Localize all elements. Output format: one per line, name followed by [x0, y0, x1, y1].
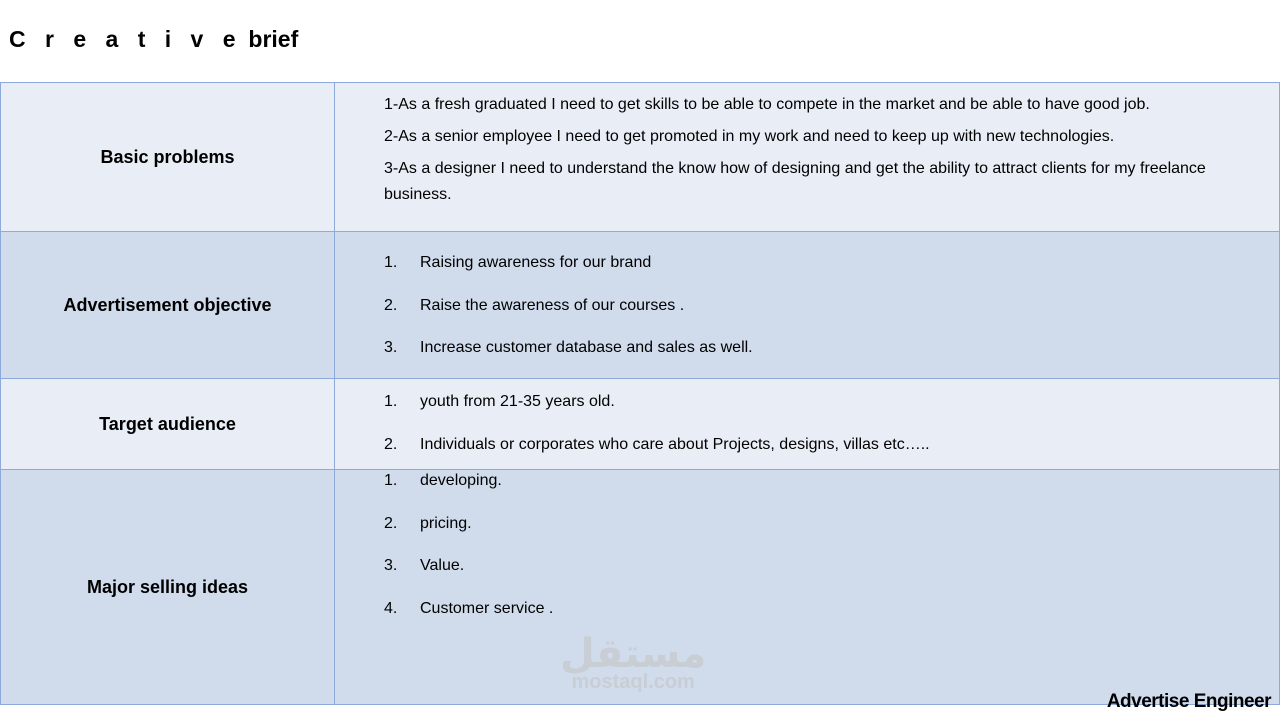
row-content-cell: [335, 379, 1280, 470]
problem-paragraph: 2-As a senior employee I need to get promoted in my work and need to keep up with new technologies.: [384, 128, 1115, 145]
row-label-cell: [1, 232, 335, 379]
row-label-cell: [1, 470, 335, 705]
watermark-latin: mostaql.com: [571, 671, 695, 693]
list-item-number: 2.: [384, 515, 398, 532]
row-label: Advertisement objective: [63, 294, 272, 315]
list-item-text: pricing.: [420, 515, 472, 532]
list-item: [384, 599, 553, 619]
list-item-number: 2.: [384, 436, 398, 453]
page-title: [9, 26, 298, 53]
list-item-text: Individuals or corporates who care about Projects, designs, villas etc…..: [420, 436, 930, 453]
list-item: [384, 435, 930, 455]
list-item-text: Raise the awareness of our courses .: [420, 297, 685, 314]
page-title-rest: brief: [248, 26, 299, 52]
row-label: Target audience: [99, 413, 236, 434]
list-item-number: 3.: [384, 339, 398, 356]
list-item-text: youth from 21-35 years old.: [420, 393, 615, 410]
list-item-number: 1.: [384, 393, 398, 410]
footer-brand: Advertise Engineer: [1106, 691, 1271, 712]
list-item-number: 4.: [384, 600, 398, 617]
problem-paragraph: 1-As a fresh graduated I need to get skills to be able to compete in the market and be able to have good job.: [384, 96, 1150, 113]
row-content-cell: [335, 470, 1280, 705]
list-item-number: 1.: [384, 472, 398, 489]
list-item: [384, 556, 464, 576]
table-row-advertisement-objective: [1, 232, 1280, 379]
creative-brief-table: [0, 82, 1280, 705]
list-item-text: Customer service .: [420, 600, 554, 617]
list-item-text: Value.: [420, 557, 465, 574]
page-title-spaced: C r e a t i v e: [9, 26, 243, 52]
list-item-text: developing.: [420, 472, 502, 489]
list-item: [384, 296, 684, 316]
row-content-cell: [335, 83, 1280, 232]
row-label: Basic problems: [100, 146, 235, 167]
list-item: [384, 253, 651, 273]
list-item: [384, 338, 753, 358]
row-content-cell: [335, 232, 1280, 379]
list-item-number: 3.: [384, 557, 398, 574]
list-item: [384, 392, 615, 412]
list-item-number: 1.: [384, 254, 398, 271]
list-item-text: Raising awareness for our brand: [420, 254, 652, 271]
row-label-cell: [1, 379, 335, 470]
list-item-number: 2.: [384, 297, 398, 314]
mostaql-watermark: [560, 633, 706, 693]
table-row-basic-problems: [1, 83, 1280, 232]
table-row-target-audience: [1, 379, 1280, 470]
row-label-cell: [1, 83, 335, 232]
watermark-arabic: مستقل: [560, 631, 707, 677]
row-label: Major selling ideas: [86, 576, 249, 597]
list-item: [384, 471, 502, 491]
problem-paragraph: 3-As a designer I need to understand the know how of designing and get the ability to attract clients for my freelance business.: [384, 160, 1206, 203]
list-item: [384, 514, 472, 534]
list-item-text: Increase customer database and sales as well.: [420, 339, 753, 356]
